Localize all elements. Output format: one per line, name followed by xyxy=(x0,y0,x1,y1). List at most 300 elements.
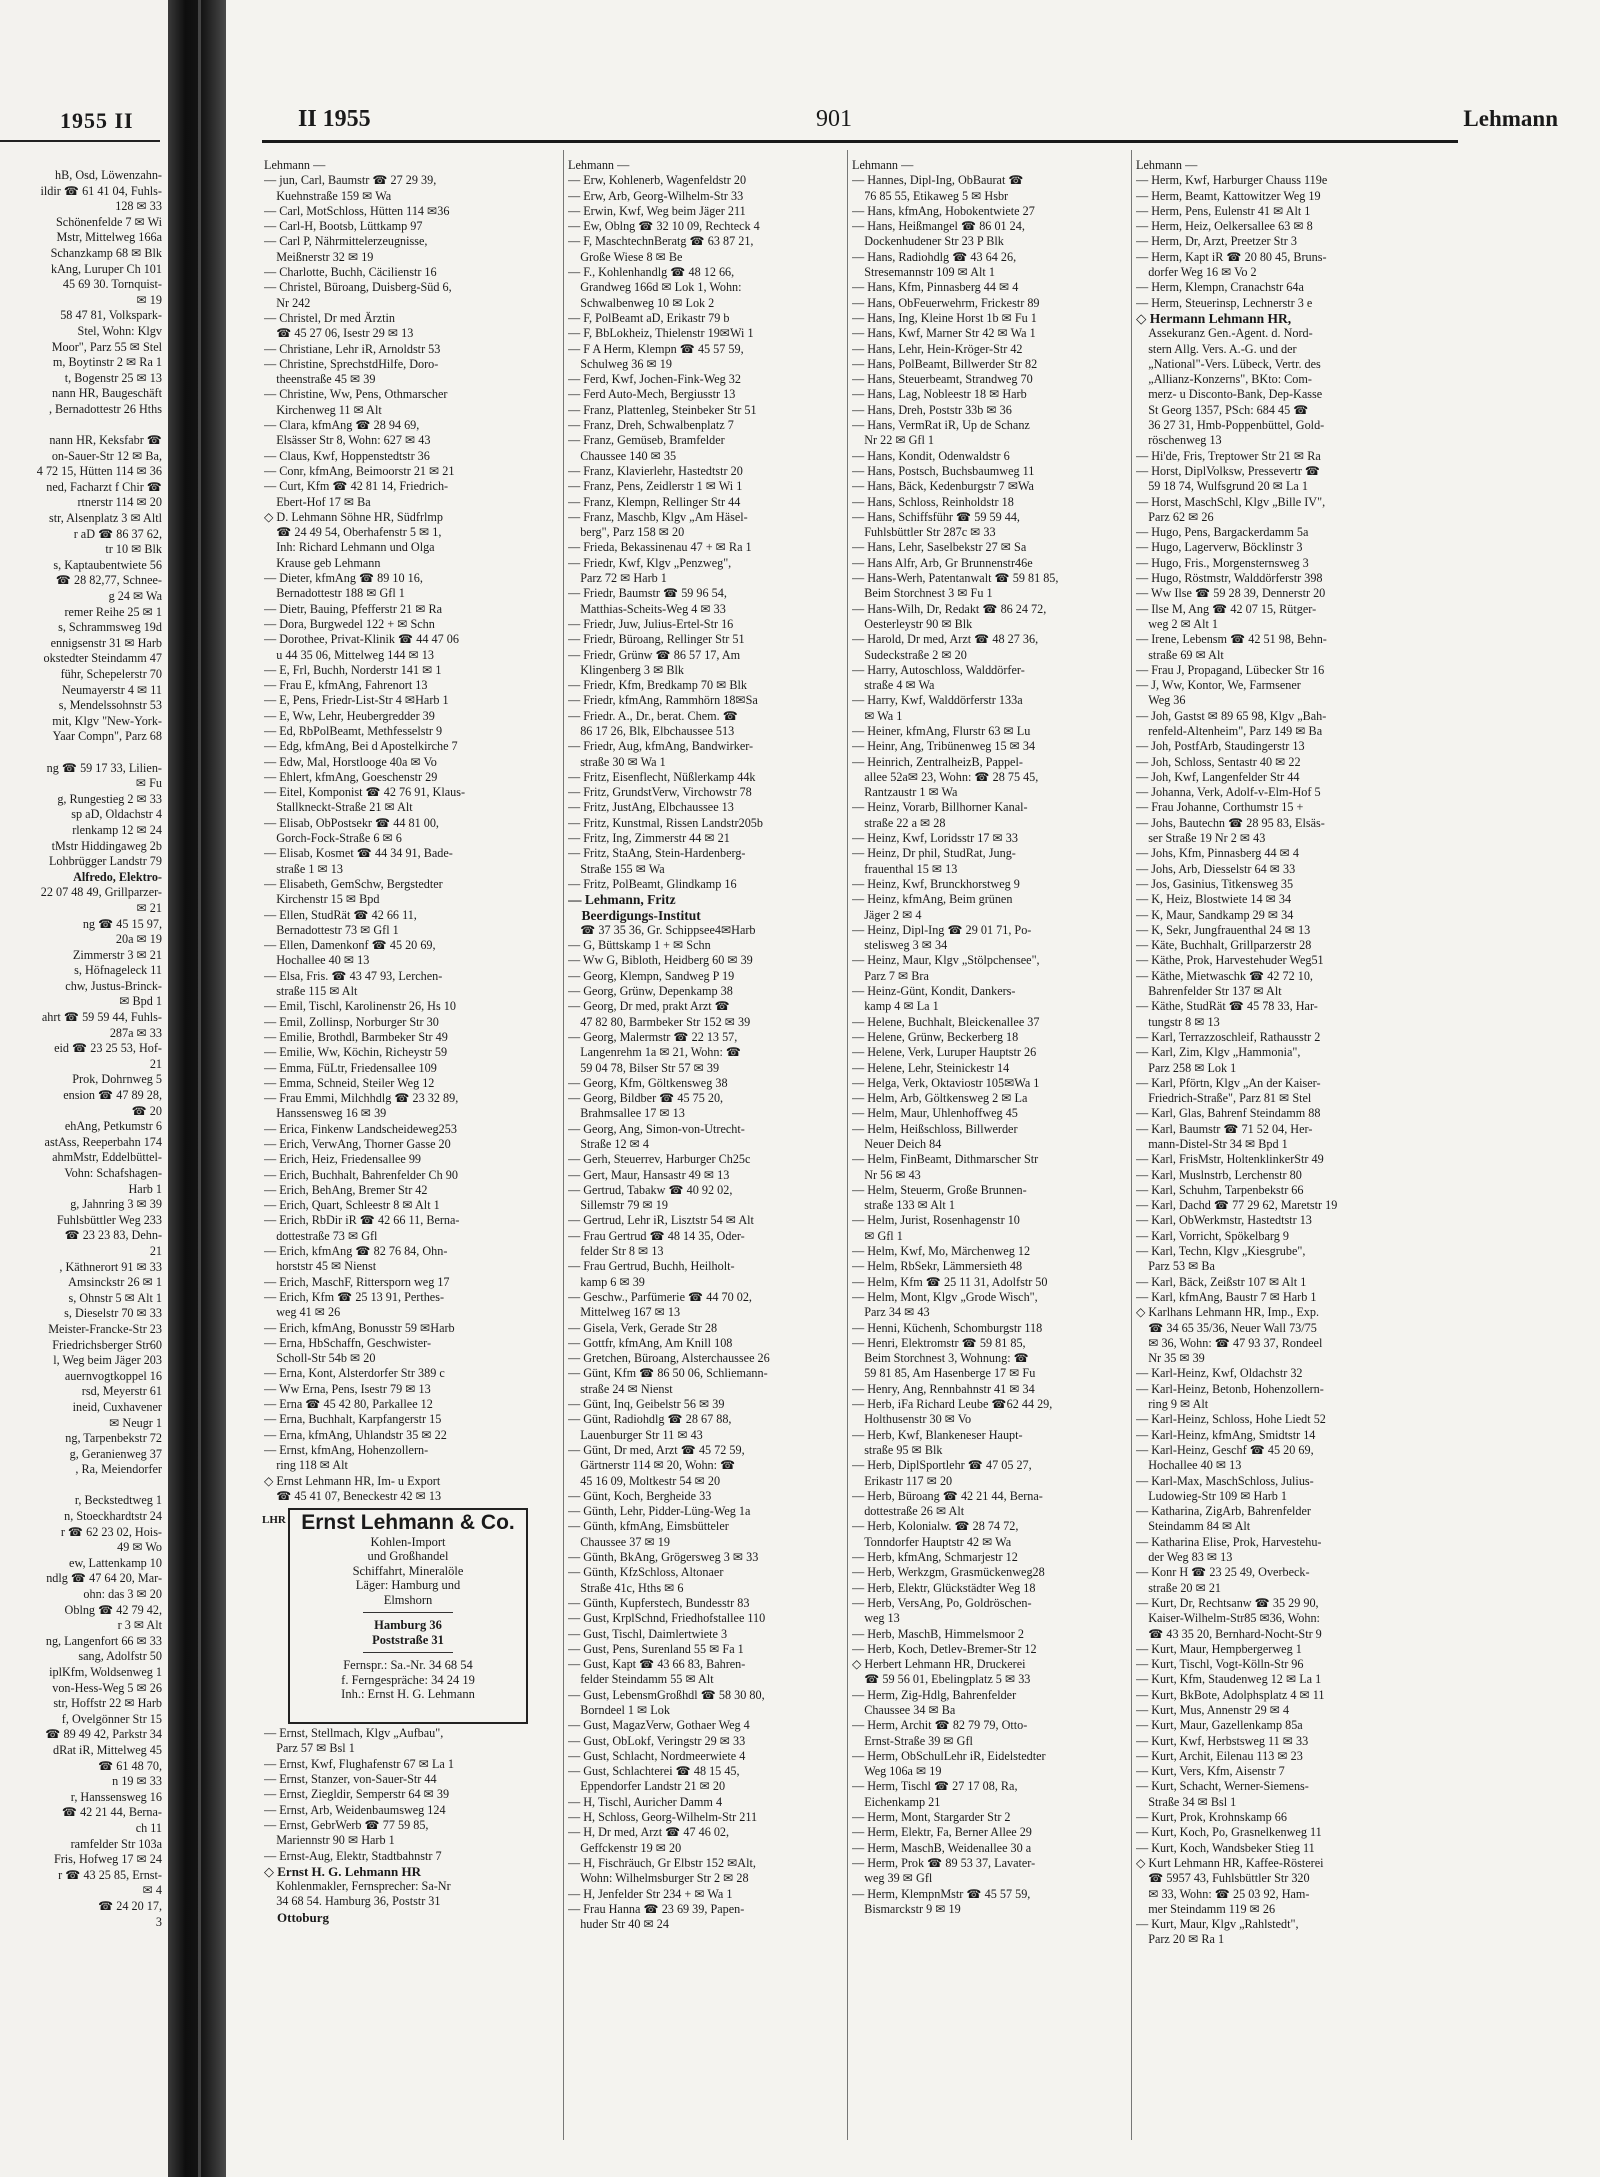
directory-entry-line: 59 81 85, Am Hasenberge 17 ✉ Fu xyxy=(852,1366,1036,1381)
directory-entry-line: — Herb, DiplSportlehr ☎ 47 05 27, xyxy=(852,1458,1032,1473)
ad-line: Kohlen-Import xyxy=(370,1534,446,1549)
directory-entry-line: — Helene, Verk, Luruper Hauptstr 26 xyxy=(852,1045,1037,1060)
directory-entry-line: — Helm, FinBeamt, Dithmarscher Str xyxy=(852,1152,1039,1167)
directory-entry-line: 45 16 09, Moltkestr 54 ✉ 20 xyxy=(568,1473,721,1488)
directory-entry-line: Straße 12 ✉ 4 xyxy=(568,1137,649,1151)
directory-entry-line: — Helm, Kwf, Mo, Märchenweg 12 xyxy=(852,1244,1031,1259)
directory-entry-line: weg 2 ✉ Alt 1 xyxy=(1136,616,1218,631)
directory-entry-line: — Erna ☎ 45 42 80, Parkallee 12 xyxy=(264,1397,433,1412)
directory-entry-line: — Horst, DiplVolksw, Pressevertr ☎ xyxy=(1136,463,1321,478)
directory-entry-line: — Emil, Tischl, Karolinenstr 26, Hs 10 xyxy=(264,999,456,1014)
directory-entry-line: — Elsa, Fris. ☎ 43 47 93, Lerchen- xyxy=(264,968,443,983)
directory-entry-line: — Dorothee, Privat-Klinik ☎ 44 47 06 xyxy=(264,632,459,647)
directory-entry-line: — Heinz, Dr phil, StudRat, Jung- xyxy=(852,846,1016,861)
left-entry-line: auernvogtkoppel 16 xyxy=(64,1368,162,1383)
directory-entry-line: Große Wiese 8 ✉ Be xyxy=(568,249,683,264)
directory-entry-line: Nr 242 xyxy=(264,295,311,310)
directory-entry-line: straße 95 ✉ Blk xyxy=(852,1442,943,1457)
directory-entry-line: — Eitel, Komponist ☎ 42 76 91, Klaus- xyxy=(264,785,466,800)
directory-entry-line: Elsässer Str 8, Wohn: 627 ✉ 43 xyxy=(264,433,431,448)
directory-entry-line: — Emilie, Ww, Köchin, Richeystr 59 xyxy=(264,1045,448,1060)
directory-entry-line: — Heiner, kfmAng, Flurstr 63 ✉ Lu xyxy=(852,723,1031,738)
directory-entry-line: — Herm, Kapt iR ☎ 20 80 45, Bruns- xyxy=(1136,249,1327,264)
directory-entry-line: Beerdigungs-Institut xyxy=(568,907,701,923)
directory-entry-line: Rantzaustr 1 ✉ Wa xyxy=(852,785,958,800)
directory-entry-line: — Erich, BehAng, Bremer Str 42 xyxy=(264,1182,428,1197)
directory-entry-line: — Erna, Buchhalt, Karpfangerstr 15 xyxy=(264,1412,442,1427)
directory-entry-line: ☎ 59 56 01, Ebelingplatz 5 ✉ 33 xyxy=(852,1672,1031,1687)
directory-entry-line: — Hugo, Fris., Morgensternsweg 3 xyxy=(1136,555,1309,570)
directory-entry-line: — Heinz, Vorarb, Billhorner Kanal- xyxy=(852,800,1028,815)
directory-entry-line: — Friedr, Kfm, Bredkamp 70 ✉ Blk xyxy=(568,678,747,693)
directory-entry-line: Parz 53 ✉ Ba xyxy=(1136,1259,1215,1274)
directory-entry-line: — Ernst, Ziegldir, Semperstr 64 ✉ 39 xyxy=(264,1787,450,1802)
left-entry-line: nann HR, Keksfabr ☎ xyxy=(49,433,162,448)
directory-entry-line: Jäger 2 ✉ 4 xyxy=(852,907,922,922)
directory-entry-line: — Fritz, PolBeamt, Glindkamp 16 xyxy=(568,876,737,891)
directory-entry-line: merz- u Disconto-Bank, Dep-Kasse xyxy=(1136,387,1323,402)
directory-entry-line: — H, Jenfelder Str 234 + ✉ Wa 1 xyxy=(568,1886,733,1901)
directory-entry-line: — Friedr, Baumstr ☎ 59 96 54, xyxy=(568,586,727,601)
left-entry-line: ineid, Cuxhavener xyxy=(72,1399,162,1414)
directory-entry-line: — Hans, Postsch, Buchsbaumweg 11 xyxy=(852,463,1035,478)
left-entry-line: ✉ 21 xyxy=(136,900,162,915)
directory-entry-line: ring 118 ✉ Alt xyxy=(264,1458,348,1473)
directory-entry-line: — Karl, Muslnstrb, Lerchenstr 80 xyxy=(1136,1167,1302,1182)
left-entry-line: Vohn: Schafshagen- xyxy=(64,1166,162,1180)
directory-entry-line: — Karl, Terrazzoschleif, Rathausstr 2 xyxy=(1136,1029,1321,1044)
directory-entry-line: — Curt, Kfm ☎ 42 81 14, Friedrich- xyxy=(264,479,449,494)
directory-entry-line: — Gust, LebensmGroßhdl ☎ 58 30 80, xyxy=(568,1687,765,1702)
left-entry-line: ildir ☎ 61 41 04, Fuhls- xyxy=(40,183,162,198)
left-entry-line: g, Jahnring 3 ✉ 39 xyxy=(70,1197,162,1212)
directory-entry-line: — Heinr, Ang, Tribünenweg 15 ✉ 34 xyxy=(852,739,1036,754)
directory-entry-line: — Gretchen, Büroang, Alsterchaussee 26 xyxy=(568,1351,770,1366)
left-entry-line: 22 07 48 49, Grillparzer- xyxy=(40,885,162,900)
directory-entry-line: horststr 45 ✉ Nienst xyxy=(264,1259,377,1274)
directory-entry-line: — Harry, Autoschloss, Walddörfer- xyxy=(852,662,1025,677)
directory-entry-line: — Emma, Schneid, Steiler Weg 12 xyxy=(264,1075,435,1090)
left-entry-line: ahmMstr, Eddelbüttel- xyxy=(52,1150,162,1165)
left-entry-line: kAng, Luruper Ch 101 xyxy=(50,261,162,276)
directory-entry-line: allee 52a✉ 23, Wohn: ☎ 28 75 45, xyxy=(852,769,1039,784)
left-entry-line: , Bernadottestr 26 Hths xyxy=(48,401,162,416)
directory-entry-line: — Erich, RbDir iR ☎ 42 66 11, Berna- xyxy=(264,1213,460,1228)
ad-line: und Großhandel xyxy=(367,1549,449,1563)
ad-divider xyxy=(363,1612,453,1613)
directory-entry-line: — Herm, Prok ☎ 89 53 37, Lavater- xyxy=(852,1855,1036,1870)
directory-entry-line: — Emilie, Brothdl, Barmbeker Str 49 xyxy=(264,1029,448,1044)
left-entry-line: r, Beckstedtweg 1 xyxy=(74,1493,162,1508)
ad-address: Hamburg 36 xyxy=(374,1618,442,1632)
left-entry-line xyxy=(0,418,162,434)
directory-entry-line: — Jos, Gasinius, Titkensweg 35 xyxy=(1136,876,1294,891)
directory-entry-line: — Günth, kfmAng, Eimsbütteler xyxy=(568,1519,729,1534)
directory-entry-line: — Hannes, Dipl-Ing, ObBaurat ☎ xyxy=(852,173,1024,188)
directory-entry-line: — Elisab, ObPostsekr ☎ 44 81 00, xyxy=(264,815,439,830)
directory-entry-line: Stallkneckt-Straße 21 ✉ Alt xyxy=(264,800,413,815)
directory-entry-line: ☎ 45 27 06, Isestr 29 ✉ 13 xyxy=(264,326,414,341)
directory-entry-line: — Günt, Radiohdlg ☎ 28 67 88, xyxy=(568,1412,732,1427)
directory-entry-line: — Hans-Werh, Patentanwalt ☎ 59 81 85, xyxy=(852,571,1059,586)
directory-entry-line: Fuhlsbüttler Str 287c ✉ 33 xyxy=(852,525,996,540)
directory-entry-line: — Joh, Gastst ✉ 89 65 98, Klgv „Bah- xyxy=(1136,708,1327,723)
directory-entry-line: Straße 41c, Hths ✉ 6 xyxy=(568,1580,684,1595)
directory-entry-line: — Kurt, Dr, Rechtsanw ☎ 35 29 90, xyxy=(1136,1595,1319,1610)
directory-entry-line: — Hans, Bäck, Kedenburgstr 7 ✉Wa xyxy=(852,479,1034,494)
left-entry-line: ☎ 23 23 83, Dehn- xyxy=(64,1228,162,1243)
directory-entry-line: — Carl P, Nährmittelerzeugnisse, xyxy=(264,234,428,249)
left-entry-line: Yaar Compn", Parz 68 xyxy=(52,729,162,744)
ad-registry-mark: LHR xyxy=(262,1514,286,1526)
directory-entry-line: — Georg, Malermstr ☎ 22 13 57, xyxy=(568,1029,738,1044)
directory-entry-line: Lehmann — xyxy=(852,158,914,172)
directory-entry-line: Bismarckstr 9 ✉ 19 xyxy=(852,1901,961,1916)
directory-entry-line: — Herm, Archit ☎ 82 79 79, Otto- xyxy=(852,1718,1028,1733)
directory-entry-line: — Geschw., Parfümerie ☎ 44 70 02, xyxy=(568,1289,752,1304)
directory-entry-line: Ludowieg-Str 109 ✉ Harb 1 xyxy=(1136,1488,1288,1503)
ad-line: Elmshorn xyxy=(383,1592,433,1607)
left-entry-line: ndlg ☎ 47 64 20, Mar- xyxy=(46,1571,162,1586)
directory-entry-line: — Friedr, Büroang, Rellinger Str 51 xyxy=(568,632,745,647)
directory-entry-line: — Friedr, Grünw ☎ 86 57 17, Am xyxy=(568,647,741,662)
directory-entry-line: berg", Parz 158 ✉ 20 xyxy=(568,525,685,540)
directory-entry-line: ◇ Hermann Lehmann HR, xyxy=(1136,310,1292,326)
directory-entry-line: — Conr, kfmAng, Beimoorstr 21 ✉ 21 xyxy=(264,463,455,478)
directory-entry-line: — Heinrich, ZentralheizB, Pappel- xyxy=(852,754,1023,769)
directory-entry-line: — Günt, Koch, Bergheide 33 xyxy=(568,1488,712,1503)
directory-entry-line: ☎ 24 49 54, Oberhafenstr 5 ✉ 1, xyxy=(264,525,442,540)
directory-entry-line: — Helene, Grünw, Beckerberg 18 xyxy=(852,1029,1019,1044)
directory-entry-line: — Konr H ☎ 23 25 49, Overbeck- xyxy=(1136,1565,1310,1580)
directory-entry-line: — Kurt, Koch, Wandsbeker Stieg 11 xyxy=(1136,1840,1315,1855)
directory-column-2 xyxy=(568,158,858,1932)
directory-entry-line: — Herm, KlempnMstr ☎ 45 57 59, xyxy=(852,1886,1031,1901)
left-entry-line: ✉ Fu xyxy=(135,776,162,791)
directory-entry-line: 76 85 55, Etikaweg 5 ✉ Hsbr xyxy=(852,188,1009,203)
directory-entry-line: — Herm, Beamt, Kattowitzer Weg 19 xyxy=(1136,188,1321,203)
directory-entry-line: „Allianz-Konzerns", BKto: Com- xyxy=(1136,372,1312,387)
left-entry-line: Amsinckstr 26 ✉ 1 xyxy=(68,1275,162,1290)
directory-entry-line: ◇ Kurt Lehmann HR, Kaffee-Rösterei xyxy=(1136,1855,1324,1870)
directory-entry-line: — Dieter, kfmAng ☎ 89 10 16, xyxy=(264,571,423,586)
left-entry-line: rlenkamp 12 ✉ 24 xyxy=(72,822,162,837)
left-entry-line: Meister-Francke-Str 23 xyxy=(48,1321,162,1336)
left-entry-line: iplKfm, Woldsenweg 1 xyxy=(49,1665,162,1679)
directory-entry-line: — Georg, Grünw, Depenkamp 38 xyxy=(568,984,733,999)
directory-entry-line: — Katharina Elise, Prok, Harvestehu- xyxy=(1136,1534,1322,1549)
directory-entry-line: — Günt, Inq, Geibelstr 56 ✉ 39 xyxy=(568,1397,725,1412)
directory-entry-line: — Ernst, GebrWerb ☎ 77 59 85, xyxy=(264,1817,429,1832)
directory-entry-line: — Hi'de, Fris, Treptower Str 21 ✉ Ra xyxy=(1136,448,1321,463)
left-entry-line: ew, Lattenkamp 10 xyxy=(69,1555,162,1570)
directory-entry-line: Parz 34 ✉ 43 xyxy=(852,1305,930,1320)
directory-entry-line: — Erich, Quart, Schleestr 8 ✉ Alt 1 xyxy=(264,1198,440,1213)
directory-entry-line: — Karl-Heinz, Geschf ☎ 45 20 69, xyxy=(1136,1442,1314,1457)
directory-entry-line: Parz 258 ✉ Lok 1 xyxy=(1136,1060,1237,1075)
directory-entry-line: Lehmann — xyxy=(568,158,630,172)
directory-entry-line: — Irene, Lebensm ☎ 42 51 98, Behn- xyxy=(1136,632,1327,647)
ad-phone-long-distance: f. Ferngespräche: 34 24 19 xyxy=(341,1672,475,1687)
ad-phone: Fernspr.: Sa.-Nr. 34 68 54 xyxy=(343,1658,473,1672)
directory-entry-line: — Erich, Buchhalt, Bahrenfelder Ch 90 xyxy=(264,1167,458,1182)
directory-entry-line: — Hugo, Röstmstr, Walddörferstr 398 xyxy=(1136,571,1323,586)
directory-entry-line: — Friedr, Kwf, Klgv „Penzweg", xyxy=(568,555,732,570)
directory-entry-line: — Clara, kfmAng ☎ 28 94 69, xyxy=(264,418,420,433)
directory-entry-line: — Frau Johanne, Corthumstr 15 + xyxy=(1136,800,1304,815)
left-entry-line: 20a ✉ 19 xyxy=(115,932,162,947)
directory-entry-line: ✉ 33, Wohn: ☎ 25 03 92, Ham- xyxy=(1136,1886,1310,1901)
left-entry-line: 287a ✉ 33 xyxy=(109,1025,162,1040)
directory-entry-line: — Joh, Kwf, Langenfelder Str 44 xyxy=(1136,769,1300,784)
directory-entry-line: — Herm, Elektr, Fa, Berner Allee 29 xyxy=(852,1825,1032,1840)
directory-entry-line: — Hans, Dreh, Poststr 33b ✉ 36 xyxy=(852,402,1012,417)
directory-entry-line: Kirchenstr 15 ✉ Bpd xyxy=(264,892,380,907)
left-entry-line: , Käthnerort 91 ✉ 33 xyxy=(59,1259,162,1274)
directory-entry-line: — Elisabeth, GemSchw, Bergstedter xyxy=(264,876,443,891)
directory-entry-line: — Karl-Heinz, kfmAng, Smidtstr 14 xyxy=(1136,1427,1316,1442)
directory-entry-line: Parz 57 ✉ Bsl 1 xyxy=(264,1741,355,1756)
directory-column-3 xyxy=(852,158,1142,1917)
directory-entry-line: ◇ D. Lehmann Söhne HR, Südfrlmp xyxy=(264,509,443,524)
directory-entry-line: — Charlotte, Buchh, Cäcilienstr 16 xyxy=(264,265,437,280)
left-entry-line: ennigsenstr 31 ✉ Harb xyxy=(50,635,162,650)
directory-entry-line: — Georg, Bildber ☎ 45 75 20, xyxy=(568,1091,724,1106)
left-entry-line: eid ☎ 23 25 53, Hof- xyxy=(54,1041,162,1056)
directory-entry-line: — Hans, Schiffsführ ☎ 59 59 44, xyxy=(852,509,1020,524)
directory-entry-line: — Karl-Heinz, Schloss, Hohe Liedt 52 xyxy=(1136,1412,1326,1427)
directory-entry-line: Geffckenstr 19 ✉ 20 xyxy=(568,1840,682,1855)
directory-entry-line: — G, Büttskamp 1 + ✉ Schn xyxy=(568,938,711,953)
directory-entry-line: straße 22 a ✉ 28 xyxy=(852,815,946,830)
page-number: 901 xyxy=(816,106,852,132)
directory-entry-line: — Ernst, Stellmach, Klgv „Aufbau", xyxy=(264,1726,444,1741)
directory-entry-line: — Christel, Dr med Ärztin xyxy=(264,310,395,325)
directory-entry-line: — Erna, kfmAng, Uhlandstr 35 ✉ 22 xyxy=(264,1427,447,1442)
directory-entry-line: — Kurt, Prok, Krohnskamp 66 xyxy=(1136,1810,1287,1825)
directory-entry-line: — Herb, kfmAng, Schmarjestr 12 xyxy=(852,1550,1018,1565)
directory-entry-line: dottestraße 73 ✉ Gfl xyxy=(264,1228,378,1243)
left-entry-line: ned, Facharzt f Chir ☎ xyxy=(46,479,162,494)
directory-entry-line: — Franz, Maschb, Klgv „Am Häsel- xyxy=(568,509,748,524)
directory-entry-line: straße 30 ✉ Wa 1 xyxy=(568,754,666,769)
directory-entry-line: — Günth, BkAng, Grögersweg 3 ✉ 33 xyxy=(568,1550,759,1565)
directory-entry-line: — Kurt, Kfm, Staudenweg 12 ✉ La 1 xyxy=(1136,1672,1322,1687)
directory-entry-line: Kirchenweg 11 ✉ Alt xyxy=(264,402,382,417)
directory-entry-line: — Helm, Heißschloss, Billwerder xyxy=(852,1121,1018,1136)
left-entry-line: 21 xyxy=(149,1056,162,1071)
directory-entry-line: — Erna, HbSchaffn, Geschwister- xyxy=(264,1335,432,1350)
directory-entry-line: Krause geb Lehmann xyxy=(264,555,381,570)
directory-entry-line: Mittelweg 167 ✉ 13 xyxy=(568,1305,681,1320)
directory-entry-line: ◇ Ernst Lehmann HR, Im- u Export xyxy=(264,1473,441,1488)
directory-entry-line: Straße 34 ✉ Bsl 1 xyxy=(1136,1794,1237,1809)
left-entry-line: Harb 1 xyxy=(128,1181,162,1196)
directory-entry-line: — Henry, Ang, Rennbahnstr 41 ✉ 34 xyxy=(852,1381,1035,1396)
directory-entry-line: Sillemstr 79 ✉ 19 xyxy=(568,1198,668,1213)
directory-entry-line: straße 115 ✉ Alt xyxy=(264,984,358,999)
directory-entry-line: — jun, Carl, Baumstr ☎ 27 29 39, xyxy=(264,173,437,188)
directory-entry-line: — Gisela, Verk, Gerade Str 28 xyxy=(568,1320,718,1335)
directory-entry-line: — Günth, Lehr, Pidder-Lüng-Weg 1a xyxy=(568,1504,751,1519)
directory-entry-line: — Georg, Klempn, Sandweg P 19 xyxy=(568,968,735,983)
directory-entry-line: Gorch-Fock-Straße 6 ✉ 6 xyxy=(264,831,402,846)
directory-entry-line: — Karl-Heinz, Betonb, Hohenzollern- xyxy=(1136,1381,1324,1396)
left-entry-line xyxy=(0,1478,162,1494)
directory-entry-line: frauenthal 15 ✉ 13 xyxy=(852,861,958,876)
directory-entry-line: — Johs, Arb, Diesselstr 64 ✉ 33 xyxy=(1136,861,1296,876)
directory-entry-line: — Herm, MaschB, Weidenallee 30 a xyxy=(852,1840,1032,1855)
directory-entry-line: — E, Frl, Buchh, Norderstr 141 ✉ 1 xyxy=(264,662,442,677)
directory-entry-line: — Heinz, Maur, Klgv „Stölpchensee", xyxy=(852,953,1040,968)
left-page-entries xyxy=(0,168,162,1930)
left-entry-line: Alfredo, Elektro- xyxy=(73,869,162,884)
left-entry-line: Fuhlsbüttler Weg 233 xyxy=(56,1212,162,1227)
directory-entry-line: Tonndorfer Hauptstr 42 ✉ Wa xyxy=(852,1534,1012,1549)
left-entry-line: s, Höfnageleck 11 xyxy=(74,963,162,978)
directory-entry-line: — Ferd, Kwf, Jochen-Fink-Weg 32 xyxy=(568,372,741,387)
directory-entry-line: Chaussee 140 ✉ 35 xyxy=(568,448,677,463)
left-entry-line: Lohbrügger Landstr 79 xyxy=(48,854,162,869)
directory-entry-line: Chaussee 37 ✉ 19 xyxy=(568,1534,670,1549)
directory-entry-line: — Horst, MaschSchl, Klgv „Bille IV", xyxy=(1136,494,1326,509)
directory-entry-line: Hochallee 40 ✉ 13 xyxy=(264,953,370,968)
column-divider xyxy=(563,150,564,2140)
directory-entry-line: — Herm, Tischl ☎ 27 17 08, Ra, xyxy=(852,1779,1018,1794)
left-entry-line: tr 10 ✉ Blk xyxy=(105,542,162,557)
directory-entry-line: Nr 56 ✉ 43 xyxy=(852,1167,921,1182)
directory-entry-line: — Gust, Tischl, Daimlertwiete 3 xyxy=(568,1626,728,1641)
directory-entry-line: — Heinz-Günt, Kondit, Dankers- xyxy=(852,984,1016,999)
left-entry-line: Fris, Hofweg 17 ✉ 24 xyxy=(53,1852,162,1867)
directory-entry-line: Beim Storchnest 3 ✉ Fu 1 xyxy=(852,586,993,601)
directory-entry-line: — Franz, Klavierlehr, Hastedtstr 20 xyxy=(568,463,743,478)
directory-entry-line: — Herm, Heiz, Oelkersallee 63 ✉ 8 xyxy=(1136,219,1313,234)
directory-entry-line: — Dora, Burgwedel 122 + ✉ Schn xyxy=(264,616,435,631)
left-entry-line: Moor", Parz 55 ✉ Stel xyxy=(51,339,162,354)
directory-entry-line: — Ernst-Aug, Elektr, Stadtbahnstr 7 xyxy=(264,1848,442,1863)
directory-entry-line: — Erw, Kohlenerb, Wagenfeldstr 20 xyxy=(568,173,747,188)
directory-entry-line: — Herm, Steuerinsp, Lechnerstr 3 e xyxy=(1136,295,1313,310)
directory-entry-line: — Gust, MagazVerw, Gothaer Weg 4 xyxy=(568,1718,750,1733)
left-entry-line: Schanzkamp 68 ✉ Blk xyxy=(50,245,162,260)
directory-entry-line: — Georg, Dr med, prakt Arzt ☎ xyxy=(568,999,730,1014)
directory-entry-line: — Herm, Zig-Hdlg, Bahrenfelder xyxy=(852,1687,1017,1702)
directory-entry-line: — Hans, Kfm, Pinnasberg 44 ✉ 4 xyxy=(852,280,1019,295)
directory-entry-line: Nr 22 ✉ Gfl 1 xyxy=(852,433,934,448)
directory-entry-line: Inh: Richard Lehmann und Olga xyxy=(264,540,435,555)
left-entry-line: tMstr Hiddingaweg 2b xyxy=(51,838,162,853)
directory-entry-line: weg 13 xyxy=(852,1611,900,1626)
directory-entry-line: — Karl, Glas, Bahrenf Steindamm 88 xyxy=(1136,1106,1321,1121)
left-entry-line: ☎ 28 82,77, Schnee- xyxy=(55,573,162,588)
directory-entry-line: Parz 20 ✉ Ra 1 xyxy=(1136,1932,1225,1947)
directory-entry-line: — Herb, Kolonialw. ☎ 28 74 72, xyxy=(852,1519,1019,1534)
directory-entry-line: Lehmann — xyxy=(1136,158,1198,172)
directory-entry-line: — Hans, Kwf, Marner Str 42 ✉ Wa 1 xyxy=(852,326,1036,341)
directory-entry-line: — Frau E, kfmAng, Fahrenort 13 xyxy=(264,678,428,693)
directory-entry-line: — Erich, kfmAng, Bonusstr 59 ✉Harb xyxy=(264,1320,455,1335)
directory-entry-line: — Ellen, Damenkonf ☎ 45 20 69, xyxy=(264,938,436,953)
directory-entry-line: Parz 7 ✉ Bra xyxy=(852,968,929,983)
directory-entry-line: — Georg, Ang, Simon-von-Utrecht- xyxy=(568,1121,745,1136)
directory-entry-line: Oesterleystr 90 ✉ Blk xyxy=(852,616,973,631)
directory-entry-line: — F, BbLokheiz, Thielenstr 19✉Wi 1 xyxy=(568,326,754,341)
directory-entry-line: — Karl-Max, MaschSchloss, Julius- xyxy=(1136,1473,1314,1488)
directory-entry-line: Eppendorfer Landstr 21 ✉ 20 xyxy=(568,1779,726,1794)
directory-entry-line: — Edw, Mal, Horstlooge 40a ✉ Vo xyxy=(264,754,437,769)
directory-entry-line: — Ed, RbPolBeamt, Methfesselstr 9 xyxy=(264,723,443,738)
directory-entry-line: — Emma, FüLtr, Friedensallee 109 xyxy=(264,1060,437,1075)
directory-entry-line: 34 68 54. Hamburg 36, Poststr 31 xyxy=(264,1894,441,1909)
directory-entry-line: — Kurt, BkBote, Adolphsplatz 4 ✉ 11 xyxy=(1136,1687,1325,1702)
directory-entry-line: — Franz, Pens, Zeidlerstr 1 ✉ Wi 1 xyxy=(568,479,743,494)
directory-entry-line: mer Steindamm 119 ✉ 26 xyxy=(1136,1901,1276,1916)
directory-entry-line: Klingenberg 3 ✉ Blk xyxy=(568,662,684,677)
directory-entry-line: 59 04 78, Bilser Str 57 ✉ 39 xyxy=(568,1060,720,1075)
directory-entry-line: — Carl, MotSchloss, Hütten 114 ✉36 xyxy=(264,203,450,218)
left-entry-line: 4 72 15, Hütten 114 ✉ 36 xyxy=(36,464,162,479)
directory-entry-line: — Joh, PostfArb, Staudingerstr 13 xyxy=(1136,739,1305,754)
directory-entry-line: — Karl, ObWerkmstr, Hastedtstr 13 xyxy=(1136,1213,1312,1228)
directory-entry-line: Chaussee 34 ✉ Ba xyxy=(852,1702,956,1717)
ad-company-name: Ernst Lehmann & Co. xyxy=(301,1511,515,1534)
directory-entry-line: — Hans, Lag, Nobleestr 18 ✉ Harb xyxy=(852,387,1027,402)
directory-entry-line: — J, Ww, Kontor, We, Farmsener xyxy=(1136,678,1301,693)
directory-entry-line: — Herb, MaschB, Himmelsmoor 2 xyxy=(852,1626,1024,1641)
left-entry-line: f, Ovelgönner Str 15 xyxy=(61,1711,162,1726)
directory-entry-line: Brahmsallee 17 ✉ 13 xyxy=(568,1106,685,1121)
directory-entry-line: — Käthe, Mietwaschk ☎ 42 72 10, xyxy=(1136,968,1313,983)
left-entry-line: ✉ 19 xyxy=(136,292,162,307)
directory-entry-line: Dockenhudener Str 23 P Blk xyxy=(852,234,1004,249)
left-entry-line: r ☎ 43 25 85, Ernst- xyxy=(58,1867,162,1882)
directory-entry-line: — Günth, Kupferstech, Bundesstr 83 xyxy=(568,1595,750,1610)
directory-entry-line: — Helm, Maur, Uhlenhoffweg 45 xyxy=(852,1106,1018,1121)
left-entry-line: ahrt ☎ 59 59 44, Fuhls- xyxy=(41,1010,162,1025)
directory-entry-line: — Helm, Kfm ☎ 25 11 31, Adolfstr 50 xyxy=(852,1274,1048,1289)
directory-entry-line: — Johanna, Verk, Adolf-v-Elm-Hof 5 xyxy=(1136,785,1321,800)
directory-entry-line: — Hans, Steuerbeamt, Strandweg 70 xyxy=(852,372,1033,387)
directory-entry-line: kamp 4 ✉ La 1 xyxy=(852,999,939,1014)
header-rule xyxy=(262,140,1458,143)
directory-entry-line: ✉ Wa 1 xyxy=(852,708,903,723)
ad-line: Läger: Hamburg und xyxy=(355,1578,461,1592)
directory-entry-line: Meißnerstr 32 ✉ 19 xyxy=(264,249,374,264)
directory-entry-line: — Ernst, Kwf, Flughafenstr 67 ✉ La 1 xyxy=(264,1756,454,1771)
directory-entry-line: — Karl, Techn, Klgv „Kiesgrube", xyxy=(1136,1244,1306,1259)
page-header-surname: Lehmann xyxy=(1463,106,1558,131)
directory-entry-line: 36 27 31, Hmb-Poppenbüttel, Gold- xyxy=(1136,418,1325,433)
directory-entry-line: — Erw, Arb, Georg-Wilhelm-Str 33 xyxy=(568,188,744,203)
directory-entry-line: 59 18 74, Wulfsgrund 20 ✉ La 1 xyxy=(1136,479,1308,494)
directory-page xyxy=(226,0,1600,2177)
directory-entry-line: — Günth, KfzSchloss, Altonaer xyxy=(568,1565,724,1580)
directory-entry-line: — Carl-H, Bootsb, Lüttkamp 97 xyxy=(264,219,423,234)
left-entry-line: Prok, Dohrnweg 5 xyxy=(72,1072,162,1087)
directory-entry-line: Schwalbenweg 10 ✉ Lok 2 xyxy=(568,295,715,310)
directory-entry-line: Assekuranz Gen.-Agent. d. Nord- xyxy=(1136,326,1313,341)
left-page-header: 1955 II xyxy=(60,108,134,133)
left-entry-line: on-Sauer-Str 12 ✉ Ba, xyxy=(51,448,162,463)
left-entry-line: Schönenfelde 7 ✉ Wi xyxy=(56,214,162,229)
directory-entry-line: Ebert-Hof 17 ✉ Ba xyxy=(264,494,371,509)
directory-entry-line: — F, PolBeamt aD, Erikastr 79 b xyxy=(568,310,730,325)
directory-entry-line: — H, Tischl, Auricher Damm 4 xyxy=(568,1794,723,1809)
directory-entry-line: — Fritz, GrundstVerw, Virchowstr 78 xyxy=(568,785,752,800)
directory-entry-line: u 44 35 06, Mittelweg 144 ✉ 13 xyxy=(264,647,434,662)
directory-entry-line: — Karl, Pförtn, Klgv „An der Kaiser- xyxy=(1136,1075,1321,1090)
